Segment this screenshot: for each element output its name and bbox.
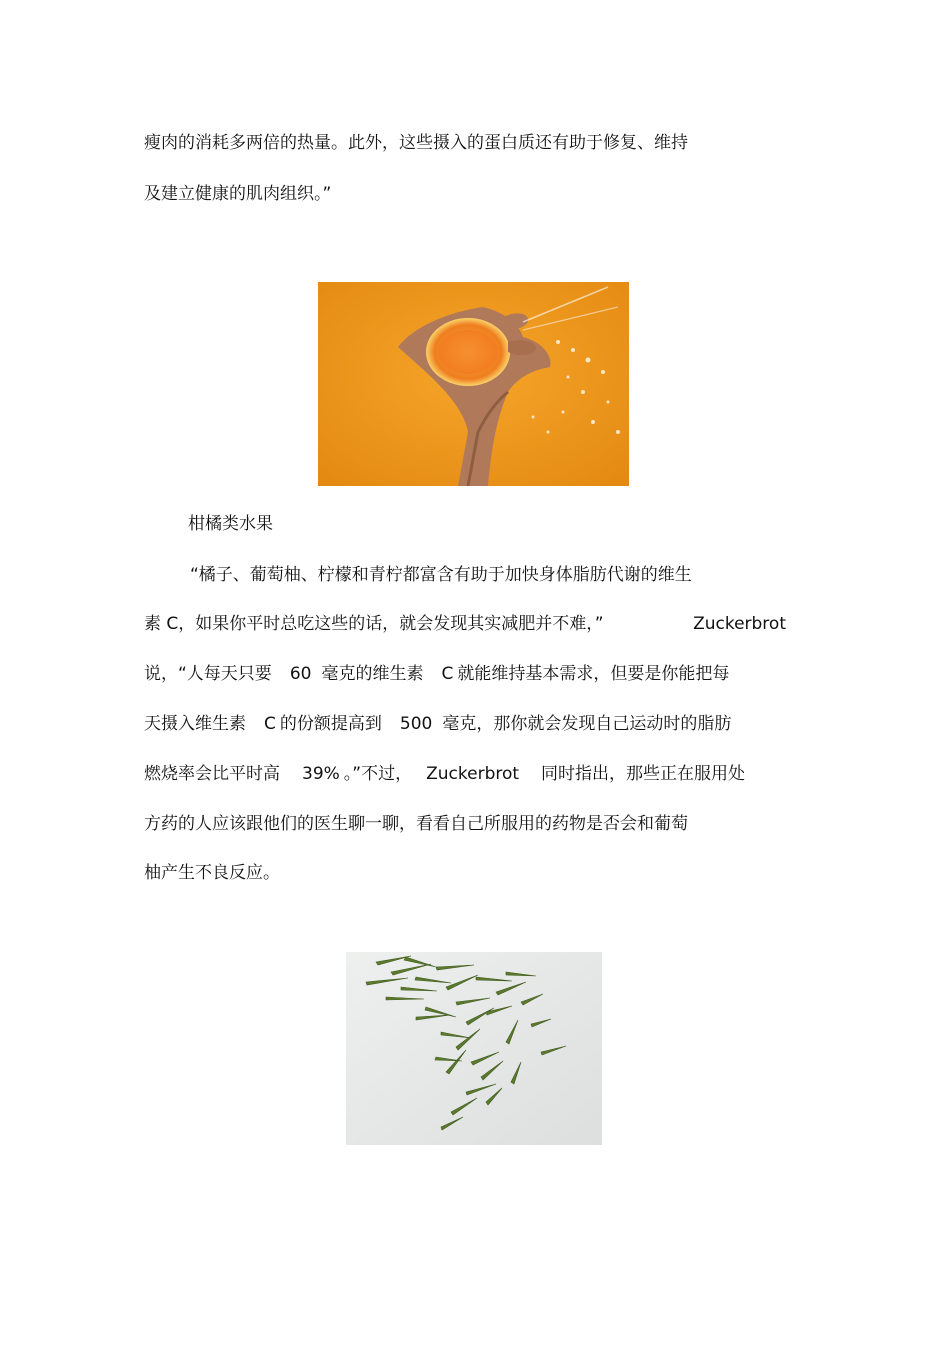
text-segment: 60 [289, 664, 312, 684]
paragraph-line: 方药的人应该跟他们的医生聊一聊，看看自己所服用的药物是否会和葡萄 [144, 814, 688, 834]
text-segment: 500 [399, 714, 433, 734]
text-segment: 同时指出，那些正在服用处 [541, 764, 746, 784]
text-segment: 燃烧率会比平时高 [144, 764, 280, 784]
text-segment: 天摄入维生素 [144, 714, 246, 734]
paragraph-line: 柚产生不良反应。 [144, 863, 280, 883]
text-segment: 毫克，那你就会发现自己运动时的脂肪 [442, 714, 732, 734]
paragraph-line [144, 762, 745, 786]
text-segment: 说，“人每天只要 [144, 664, 272, 684]
paragraph-line: “橘子、葡萄柚、柠檬和青柠都富含有助于加快身体脂肪代谢的维生 [190, 565, 692, 585]
text-segment: 39% [302, 764, 340, 784]
paragraph-line: 及建立健康的肌肉组织。” [144, 184, 332, 204]
orange-squeeze-image [318, 282, 629, 486]
paragraph-line [144, 662, 729, 686]
text-segment: 。”不过， [343, 764, 413, 784]
text-segment: Zuckerbrot [426, 764, 520, 784]
text-segment: 就能维持基本需求，但要是你能把每 [457, 664, 730, 684]
text-segment: 毫克的维生素 [321, 664, 424, 684]
paragraph-line [144, 612, 794, 636]
text-segment: 素 C，如果你平时总吃这些的话，就会发现其实减肥并不难，” [144, 614, 604, 634]
text-segment: 的份额提高到 [279, 714, 382, 734]
text-segment: Zuckerbrot [693, 614, 786, 634]
section-heading: 柑橘类水果 [188, 514, 273, 534]
text-segment: C [441, 664, 454, 684]
green-tea-leaves-image [346, 952, 602, 1145]
paragraph-line: 瘦肉的消耗多两倍的热量。此外，这些摄入的蛋白质还有助于修复、维持 [144, 133, 688, 153]
text-segment: C [264, 714, 276, 734]
paragraph-line [144, 712, 731, 736]
